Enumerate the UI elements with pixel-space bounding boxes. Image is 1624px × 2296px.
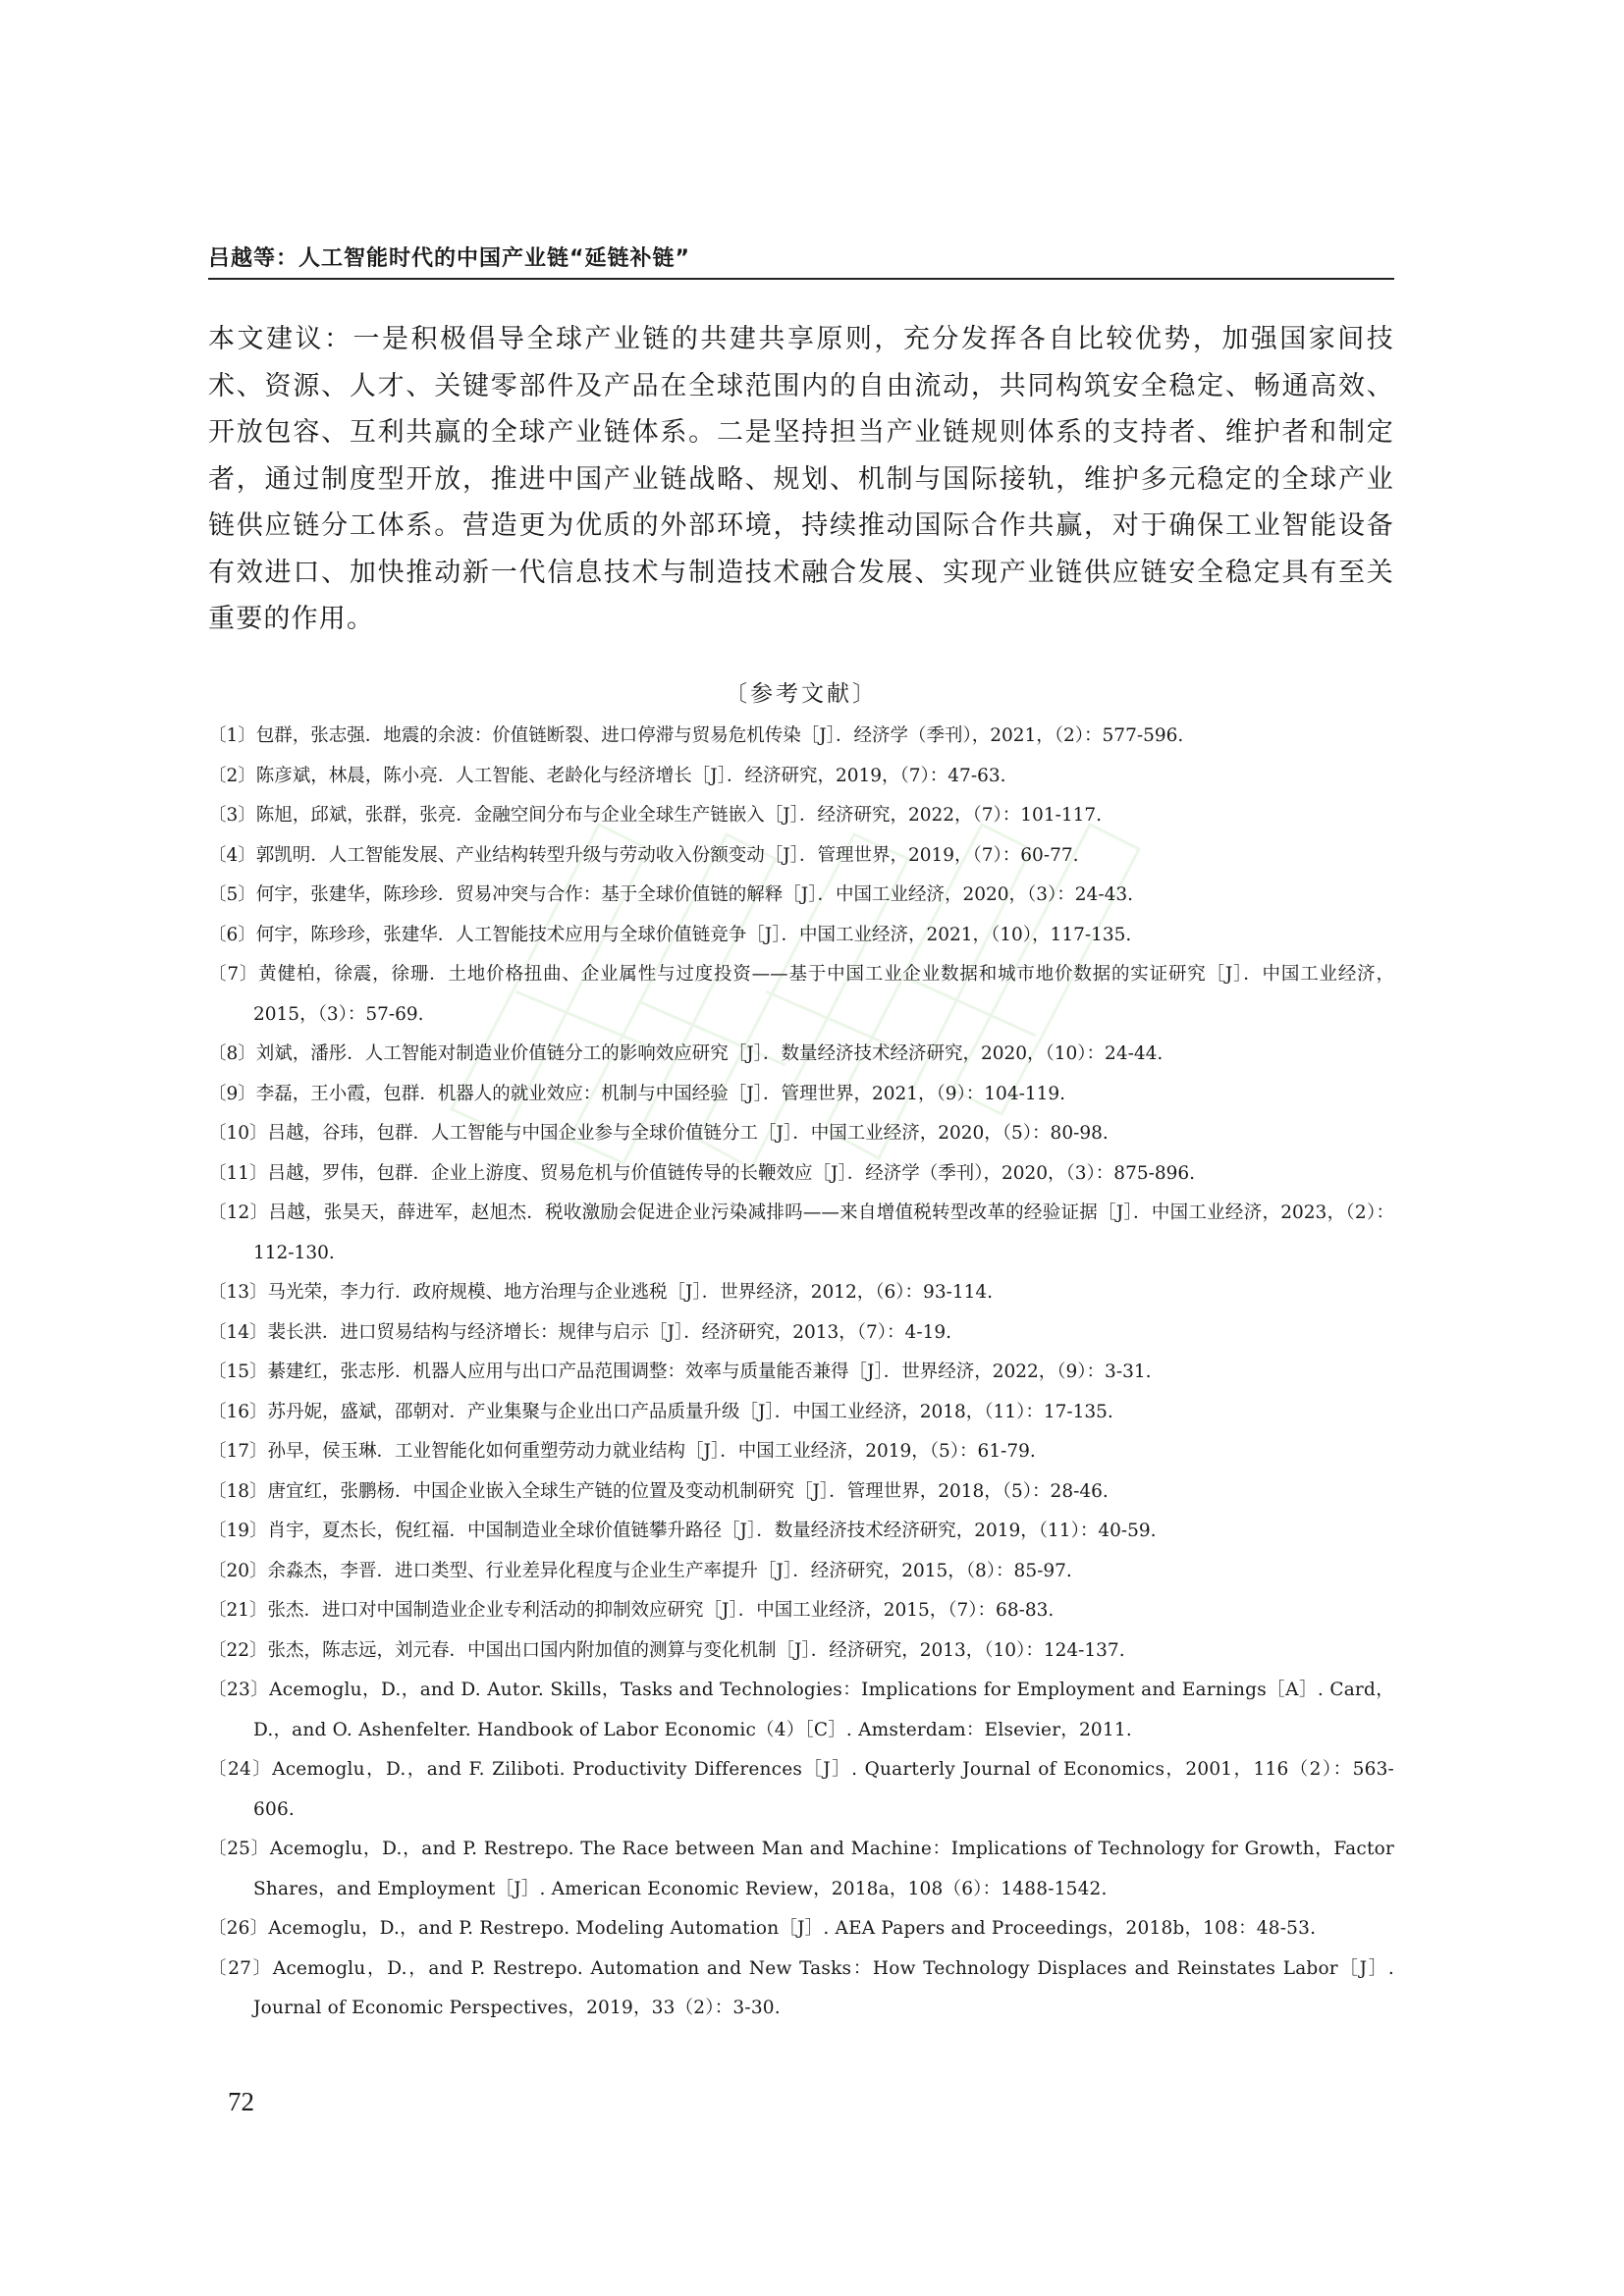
reference-item: 〔15〕綦建红，张志彤．机器人应用与出口产品范围调整：效率与质量能否兼得［J］．世界经济，2022，（9）：3-31. <box>208 1362 1152 1382</box>
header-rule <box>208 278 1394 280</box>
reference-item: 〔9〕李磊，王小霞，包群．机器人的就业效应：机制与中国经验［J］．管理世界，2021，（9）：104-119. <box>208 1083 1066 1104</box>
page-number: 72 <box>228 2087 254 2116</box>
reference-item: 〔22〕张杰，陈志远，刘元春．中国出口国内附加值的测算与变化机制［J］．经济研究，2013，（10）：124-137. <box>208 1639 1125 1661</box>
reference-item: 〔2〕陈彦斌，林晨，陈小亮．人工智能、老龄化与经济增长［J］．经济研究，2019，（7）：47-63. <box>208 765 1006 786</box>
reference-item: 〔7〕黄健柏，徐震，徐珊．土地价格扭曲、企业属性与过度投资——基于中国工业企业数据和城市地价数据的实证研究［J］．中国工业经济，2015，（3）：57-69. <box>208 964 1394 1025</box>
reference-item: 〔1〕包群，张志强．地震的余波：价值链断裂、进口停滞与贸易危机传染［J］．经济学（季刊），2021，（2）：577-596. <box>208 725 1184 746</box>
reference-item: 〔4〕郭凯明．人工智能发展、产业结构转型升级与劳动收入份额变动［J］．管理世界，2019，（7）：60-77. <box>208 844 1079 866</box>
reference-item: 〔23〕Acemoglu，D.，and D. Autor. Skills，Tasks and Technologies：Implications for Employment and Earnings［A］. Card，D.，and O. Ashenfelter. Handbook of Labor Economic（4）［C］. Amsterdam：Elsevier，2011. <box>208 1680 1394 1740</box>
reference-item: 〔26〕Acemoglu，D.，and P. Restrepo. Modeling Automation［J］. AEA Papers and Proceedings，2018b，108：48-53. <box>208 1918 1317 1939</box>
reference-item: 〔6〕何宇，陈珍珍，张建华．人工智能技术应用与全球价值链竞争［J］．中国工业经济，2021，（10），117-135. <box>208 924 1132 945</box>
reference-item: 〔27〕Acemoglu，D.，and P. Restrepo. Automation and New Tasks：How Technology Displaces and Reinstates Labor［J］. Journal of Economic Perspectives，2019，33（2）：3-30. <box>208 1957 1394 2018</box>
reference-item: 〔3〕陈旭，邱斌，张群，张亮．金融空间分布与企业全球生产链嵌入［J］．经济研究，2022，（7）：101-117. <box>208 805 1103 826</box>
reference-item: 〔11〕吕越，罗伟，包群．企业上游度、贸易危机与价值链传导的长鞭效应［J］．经济学（季刊），2020，（3）：875-896. <box>208 1162 1196 1184</box>
reference-item: 〔8〕刘斌，潘彤．人工智能对制造业价值链分工的影响效应研究［J］．数量经济技术经济研究，2020，（10）：24-44. <box>208 1043 1164 1064</box>
reference-item: 〔12〕吕越，张昊天，薛进军，赵旭杰．税收激励会促进企业污染减排吗——来自增值税转型改革的经验证据［J］．中国工业经济，2023，（2）：112-130. <box>208 1202 1394 1263</box>
reference-item: 〔18〕唐宜红，张鹏杨．中国企业嵌入全球生产链的位置及变动机制研究［J］．管理世界，2018，（5）：28-46. <box>208 1480 1109 1502</box>
running-head: 吕越等：人工智能时代的中国产业链“延链补链” <box>208 246 690 271</box>
reference-item: 〔13〕马光荣，李力行．政府规模、地方治理与企业逃税［J］．世界经济，2012，（6）：93-114. <box>208 1282 994 1303</box>
references-title: 〔参考文献〕 <box>725 681 878 707</box>
reference-item: 〔14〕裴长洪．进口贸易结构与经济增长：规律与启示［J］．经济研究，2013，（7）：4-19. <box>208 1321 952 1343</box>
reference-item: 〔16〕苏丹妮，盛斌，邵朝对．产业集聚与企业出口产品质量升级［J］．中国工业经济，2018，（11）：17-135. <box>208 1401 1113 1422</box>
reference-item: 〔17〕孙早，侯玉琳．工业智能化如何重塑劳动力就业结构［J］．中国工业经济，2019，（5）：61-79. <box>208 1441 1036 1462</box>
reference-item: 〔21〕张杰．进口对中国制造业企业专利活动的抑制效应研究［J］．中国工业经济，2015，（7）：68-83. <box>208 1600 1055 1621</box>
reference-item: 〔20〕余淼杰，李晋．进口类型、行业差异化程度与企业生产率提升［J］．经济研究，2015，（8）：85-97. <box>208 1560 1072 1581</box>
body-paragraph: 本文建议：一是积极倡导全球产业链的共建共享原则，充分发挥各自比较优势，加强国家间技术、资源、人才、关键零部件及产品在全球范围内的自由流动，共同构筑安全稳定、畅通高效、开放包容、互利共赢的全球产业链体系。二是坚持担当产业链规则体系的支持者、维护者和制定者，通过制度型开放，推进中国产业链战略、规划、机制与国际接轨，维护多元稳定的全球产业链供应链分工体系。营造更为优质的外部环境，持续推动国际合作共赢，对于确保工业智能设备有效进口、加快推动新一代信息技术与制造技术融合发展、实现产业链供应链安全稳定具有至关重要的作用。 <box>208 324 1394 634</box>
reference-item: 〔5〕何宇，张建华，陈珍珍．贸易冲突与合作：基于全球价值链的解释［J］．中国工业经济，2020，（3）：24-43. <box>208 884 1134 905</box>
reference-item: 〔25〕Acemoglu，D.，and P. Restrepo. The Race between Man and Machine：Implications of Technology for Growth，Factor Shares，and Employment［J］. American Economic Review，2018a，108（6）：1488-1542. <box>208 1839 1394 1899</box>
reference-item: 〔10〕吕越，谷玮，包群．人工智能与中国企业参与全球价值链分工［J］．中国工业经济，2020，（5）：80-98. <box>208 1123 1109 1144</box>
reference-list <box>208 717 1394 2029</box>
reference-item: 〔19〕肖宇，夏杰长，倪红福．中国制造业全球价值链攀升路径［J］．数量经济技术经济研究，2019，（11）：40-59. <box>208 1521 1157 1541</box>
reference-item: 〔24〕Acemoglu，D.，and F. Ziliboti. Productivity Differences［J］. Quarterly Journal of Economics，2001，116（2）：563-606. <box>208 1759 1394 1820</box>
